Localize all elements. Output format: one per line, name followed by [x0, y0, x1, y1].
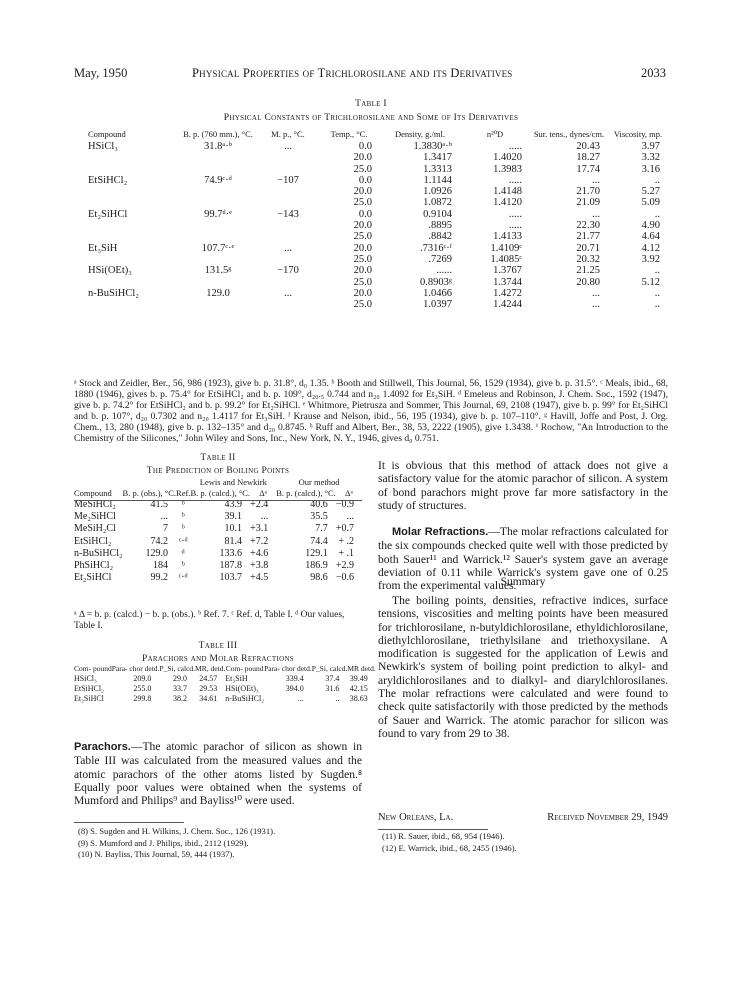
- table1-cell: 20.0: [353, 242, 372, 254]
- table1-cell: 4.12: [641, 242, 660, 254]
- ref-11: (11) R. Sauer, ibid., 68, 954 (1946).: [382, 831, 505, 841]
- table1-cell: 20.80: [576, 276, 600, 288]
- table2-group-row: [74, 478, 362, 489]
- molar-text: —The molar refractions calculated for the six compounds checked quite well with those predicted by both Sauer¹¹ and Warrick.¹² Sauer's system gave an average deviation of 0.11 while Warrick's system gave one of 0.25 from the experimental values.: [378, 525, 669, 593]
- table2-cell: 184: [153, 560, 169, 572]
- table2-group-lewis: Lewis and Newkirk: [199, 477, 267, 487]
- table2-cell: + .2: [338, 535, 354, 547]
- table3-cell: ...: [297, 694, 304, 703]
- table1-cell: [88, 197, 178, 208]
- table1-cell: EtSiHCl₂: [88, 174, 128, 186]
- table1-cell: 1.3744: [493, 276, 522, 288]
- table-row: [88, 231, 668, 242]
- table2-cell: 7: [163, 523, 169, 535]
- table-row: [88, 141, 668, 152]
- parachors-text: —The atomic parachor of silicon as shown in Table III was calculated from the measured values and the atomic parachors of the other atoms listed by Sugden.⁸ Equally poor values were obtained when the systems of Mumford and Philips⁹ and Bayliss¹⁰ were used.: [74, 740, 362, 808]
- table3-cell: 209.0: [133, 674, 152, 683]
- table1-header-row: [88, 130, 668, 141]
- table1-cell: [258, 152, 318, 163]
- table-row: [88, 186, 668, 197]
- table1-cell: .....: [508, 174, 522, 186]
- table1-cell: [178, 186, 258, 197]
- table1-cell: −143: [277, 208, 299, 220]
- table1-cell: 1.1144: [423, 174, 452, 186]
- table1: [88, 130, 668, 310]
- table2-cell: + .1: [338, 547, 354, 559]
- table1-cell: [258, 231, 318, 242]
- table1-cell: 129.0: [206, 287, 230, 299]
- table3-header-cell: Para- chor detd.: [111, 664, 160, 673]
- table1-cell: [178, 220, 258, 231]
- table1-cell: 20.32: [576, 253, 600, 265]
- table1-footnotes: ᵃ Stock and Zeidler, Ber., 56, 986 (1923), give b. p. 31.8°, d₀ 1.35. ᵇ Booth and Stillwell, This Journal, 56, 1529 (1934), give b. p. 31.5°. ᶜ Meals, ibid., 68, 1880 (1946), gives b. p. 75.4° for EtSiHCl₂ and b. p. 109°, d₂₀.₅ 0.744 and n₂₀ 1.4092 for Et₃SiH. ᵈ Emeleus and Robinson, J. Chem. Soc., 1592 (1947), give b. p. 74.2° for EtSiHCl₂ and b. p. 99.2° for Et₂SiHCl. ᵉ Whitmore, Pietrusza and Sommer, This Journal, 69, 2108 (1947), give b. p. 99° for Et₂SiHCl and b. p. 107°, d₂₀ 0.7302 and n₂₀ 1.4117 for Et₃SiH. ᶠ Krause and Nelson, ibid., 56, 195 (1934), give b. p. 107–110°. ᵍ Havill, Joffe and Post, J. Org. Chem., 13, 280 (1948), give b. p. 132–135° and d₂₀ 0.8745. ʰ Ruff and Albert, Ber., 38, 53, 2222 (1905), give 1.3438. ⁱ Rochow, "An Introduction to the Chemistry of the Silicones," John Wiley and Sons, Inc., New York, N. Y., 1946, gives d₀ 0.751.: [74, 378, 668, 444]
- table2-header-cell: Compound: [74, 487, 112, 498]
- right-intro-paragraph: It is obvious that this method of attack does not give a satisfactory value for the atomic parachor of silicon. A system of bond parachors might prove far more satisfactory in the study of structures.: [378, 459, 668, 512]
- table2-header-row: [74, 489, 362, 500]
- table2-cell: +3.8: [250, 560, 269, 572]
- table1-cell: ......: [436, 265, 452, 277]
- table1-cell: [178, 254, 258, 265]
- table1-cell: 1.4133: [493, 231, 522, 243]
- refs-right-rule: [378, 829, 488, 830]
- table3-header-cell: Para- chor detd.: [264, 664, 312, 673]
- table1-cell: 5.27: [641, 186, 660, 198]
- table3-cell: ..: [335, 694, 340, 703]
- table1-cell: 17.74: [576, 163, 600, 175]
- table-row: [88, 209, 668, 220]
- table2-cell: −0.6: [335, 572, 354, 584]
- table2-cell: +3.1: [250, 523, 269, 535]
- table1-cell: 1.3767: [493, 265, 522, 277]
- table-row: [88, 277, 668, 288]
- table2-cell: 129.1: [305, 547, 328, 559]
- table1-cell: 3.32: [641, 152, 660, 164]
- ref-8: (8) S. Sugden and H. Wilkins, J. Chem. Soc., 126 (1931).: [78, 826, 276, 836]
- table3-cell: 39.49: [349, 674, 368, 683]
- table1-cell: 0.0: [358, 141, 372, 152]
- table2-cell: ᵈ: [181, 547, 185, 559]
- table1-cell: 1.3983: [493, 163, 522, 175]
- table1-cell: 20.0: [353, 287, 372, 299]
- table1-cell: 1.4020: [493, 152, 522, 164]
- molar-heading: Molar Refractions.: [392, 526, 489, 538]
- table1-cell: 1.0872: [423, 197, 452, 209]
- table-row: [88, 152, 668, 163]
- table1-cell: 20.0: [353, 220, 372, 232]
- table1-cell: Et₃SiH: [88, 242, 118, 254]
- table1-cell: 20.0: [353, 152, 372, 164]
- table3-header-cell: Com- pound: [74, 664, 112, 673]
- table1-cell: ...: [592, 287, 600, 299]
- table2-header-cell: B. p. (calcd.), °C.: [190, 487, 251, 498]
- table1-cell: .....: [508, 220, 522, 232]
- table1-cell: ..: [654, 265, 660, 277]
- summary-heading: Summary: [500, 576, 546, 588]
- table1-cell: [258, 164, 318, 175]
- table1-cell: 25.0: [353, 231, 372, 243]
- running-header: [74, 66, 666, 84]
- table2-cell: ᶜ·ᵈ: [178, 535, 188, 547]
- table1-cell: .7269: [428, 253, 452, 265]
- table1-cell: ..: [654, 287, 660, 299]
- table1-cell: [88, 299, 178, 310]
- table-row: [88, 254, 668, 265]
- table1-cell: 21.09: [576, 197, 600, 209]
- table2-cell: ᵇ: [181, 499, 185, 510]
- table1-cell: 20.0: [353, 265, 372, 277]
- table1-cell: .8842: [428, 231, 452, 243]
- table2-caption: The Prediction of Boiling Points: [146, 466, 290, 476]
- table-row: [74, 536, 362, 548]
- table1-header-cell: Density, g./ml.: [395, 129, 445, 139]
- table2-cell: 10.1: [224, 523, 243, 535]
- table1-cell: 3.97: [641, 141, 660, 152]
- table1-cell: 4.64: [641, 231, 660, 243]
- table1-header-cell: Sur. tens., dynes/cm.: [533, 129, 605, 139]
- table1-cell: 20.71: [576, 242, 600, 254]
- table1-cell: 74.9ᶜ·ᵈ: [204, 174, 232, 186]
- table2-cell: +7.2: [250, 535, 269, 547]
- table-row: [88, 175, 668, 186]
- table1-cell: [178, 277, 258, 288]
- table1-cell: 131.5ᵍ: [204, 265, 232, 277]
- table2-cell: 98.6: [310, 572, 328, 584]
- table1-cell: [88, 254, 178, 265]
- table1-cell: 107.7ᶜ·ᵉ: [201, 242, 235, 254]
- table1-cell: HSiCl₃: [88, 141, 118, 152]
- table1-cell: 1.4244: [493, 299, 522, 311]
- table3-cell: 299.8: [133, 694, 152, 703]
- table1-cell: [178, 164, 258, 175]
- header-title: Physical Properties of Trichlorosilane and its Derivatives: [192, 66, 513, 80]
- table2-rule: [74, 500, 362, 501]
- table1-cell: 1.3417: [423, 152, 452, 164]
- table2-cell: ᵇ: [181, 560, 185, 572]
- table1-cell: 4.90: [641, 220, 660, 232]
- table1-cell: 21.25: [576, 265, 600, 277]
- table2-cell: +2.9: [335, 560, 354, 572]
- table1-cell: 18.27: [576, 152, 600, 164]
- table1-header-cell: M. p., °C.: [271, 129, 305, 139]
- table2-cell: 187.8: [219, 560, 243, 572]
- table1-cell: 20.43: [576, 141, 600, 152]
- table2-header-cell: Δᵃ: [259, 487, 268, 498]
- table2-cell: 74.2: [150, 535, 169, 547]
- table1-cell: [258, 186, 318, 197]
- table3-cell: 38.63: [349, 694, 368, 703]
- table1-cell: 0.0: [358, 174, 372, 186]
- table1-cell: [178, 152, 258, 163]
- table-row: [88, 220, 668, 231]
- table3-cell: 29.0: [173, 674, 188, 683]
- table2-cell: 7.7: [315, 523, 328, 535]
- table1-cell: 1.0397: [423, 299, 452, 311]
- ref-10: (10) N. Bayliss, This Journal, 59, 444 (1937).: [78, 849, 235, 859]
- table1-cell: 1.3830ᵃ·ᵇ: [413, 141, 452, 152]
- table3-cell: 255.0: [133, 684, 152, 693]
- page-number: 2033: [641, 66, 666, 80]
- table1-cell: [88, 164, 178, 175]
- table1-cell: HSi(OEt)₃: [88, 265, 132, 277]
- table1-caption: Physical Constants of Trichlorosilane and Some of Its Derivatives: [223, 113, 519, 123]
- table-row: [88, 243, 668, 254]
- table-row: [88, 164, 668, 175]
- table1-cell: −170: [277, 265, 299, 277]
- table3-header-cell: P_Si, calcd.: [159, 664, 196, 673]
- parachors-heading: Parachors.: [74, 741, 131, 753]
- table-row: [74, 511, 362, 523]
- table2-cell: ...: [260, 511, 269, 523]
- table2-label: Table II: [200, 453, 236, 463]
- table2-header-cell: B. p. (calcd.), °C.: [276, 487, 336, 498]
- table1-cell: [88, 231, 178, 242]
- table3-cell: 394.0: [285, 684, 304, 693]
- table3-label: Table III: [198, 641, 238, 651]
- table1-cell: ...: [284, 242, 292, 254]
- table2-cell: PhSiHCl₂: [74, 560, 114, 572]
- table3-cell: EtSiHCl₂: [74, 684, 104, 693]
- table3-cell: 37.4: [325, 674, 340, 683]
- table-row: [74, 572, 362, 584]
- refs-left-rule: [74, 822, 184, 823]
- table2-cell: n-BuSiHCl₂: [74, 547, 123, 559]
- table-row: [88, 197, 668, 208]
- table1-header-cell: n²⁰D: [486, 129, 504, 139]
- table1-cell: 1.4085ᶜ: [490, 253, 522, 265]
- table2-cell: 103.7: [219, 572, 243, 584]
- table2-cell: ᵇ: [181, 523, 185, 535]
- table1-cell: ..: [654, 174, 660, 186]
- table1-cell: [178, 231, 258, 242]
- table1-cell: 25.0: [353, 299, 372, 311]
- table3: [74, 665, 376, 704]
- table1-cell: 3.16: [641, 163, 660, 175]
- table2-cell: 40.6: [310, 499, 328, 510]
- table1-cell: 25.0: [353, 163, 372, 175]
- table1-cell: ..: [654, 208, 660, 220]
- table2-cell: Et₂SiHCl: [74, 572, 112, 584]
- table2-cell: MeSiH₂Cl: [74, 523, 116, 535]
- ref-9: (9) S. Mumford and J. Philips, ibid., 2112 (1929).: [78, 837, 249, 848]
- header-date: May, 1950: [74, 66, 128, 80]
- table3-cell: 29.53: [199, 684, 218, 693]
- table2-cell: ...: [160, 511, 169, 523]
- table1-cell: 1.3313: [423, 163, 452, 175]
- table1-cell: 21.77: [576, 231, 600, 243]
- table1-header-cell: B. p. (760 mm.), °C.: [183, 129, 253, 139]
- table1-cell: 5.12: [641, 276, 660, 288]
- table1-cell: ...: [284, 141, 292, 152]
- table2-cell: +0.7: [335, 523, 354, 535]
- table3-cell: 38.2: [173, 694, 188, 703]
- table3-cell: Et₃SiH: [225, 674, 248, 683]
- table1-cell: 1.4148: [493, 186, 522, 198]
- table2-footnotes: ᵃ Δ = b. p. (calcd.) − b. p. (obs.). ᵇ Ref. 7. ᶜ Ref. d, Table I. ᵈ Our values, Table I.: [74, 610, 345, 631]
- table1-cell: 25.0: [353, 253, 372, 265]
- table1-cell: 1.4120: [493, 197, 522, 209]
- table-row: [74, 523, 362, 535]
- table3-cell: n-BuSiHCl₂: [225, 694, 265, 703]
- table2-cell: 81.4: [224, 535, 243, 547]
- table1-cell: 99.7ᵈ·ᵉ: [204, 208, 232, 220]
- table3-caption: Parachors and Molar Refractions: [141, 654, 294, 664]
- table2-cell: ᵇ: [181, 511, 185, 523]
- table1-cell: .7316ᶜ·ᶠ: [420, 242, 452, 254]
- signature-place: New Orleans, La.: [378, 812, 454, 823]
- table1-header-cell: Viscosity, mp.: [613, 129, 663, 139]
- table1-cell: [178, 197, 258, 208]
- table2-cell: 186.9: [305, 560, 328, 572]
- table1-cell: [88, 152, 178, 163]
- table-row: [74, 674, 376, 684]
- table1-cell: 20.0: [353, 186, 372, 198]
- table3-header-row: [74, 665, 376, 674]
- table3-cell: 31.6: [325, 684, 340, 693]
- table1-cell: Et₂SiHCl: [88, 208, 128, 220]
- table2-cell: +2.4: [250, 499, 269, 510]
- table1-cell: 1.4272: [493, 287, 522, 299]
- table2-cell: 129.0: [145, 547, 169, 559]
- table1-cell: 1.0926: [423, 186, 452, 198]
- table2-cell: MeSiHCl₂: [74, 499, 116, 510]
- ref-12: (12) E. Warrick, ibid., 68, 2455 (1946).: [382, 842, 517, 853]
- table3-header-cell: Com- pound: [225, 664, 264, 673]
- parachors-paragraph: [74, 740, 362, 807]
- table2: [74, 478, 362, 584]
- table1-cell: 21.70: [576, 186, 600, 198]
- summary-paragraph: The boiling points, densities, refractive indices, surface tensions, viscosities and melting points have been measured for trichlorosilane, n-butyldichlorosilane, ethyldichlorosilane, diethylchlorosilane, triethylsilane and triethoxysilane. A modification is suggested for the application of Lewis and Newkirk's system of boiling point prediction to alkyl- and aryldichlorosilanes and to dialkyl- and diarylchlorosilanes. The molar refractions were calculated and were found to check quite satisfactorily with those predicted by the methods of Sauer and Warrick. The atomic parachor for silicon was found to vary from 29 to 38.: [378, 594, 668, 740]
- table1-cell: 25.0: [353, 276, 372, 288]
- table1-cell: 0.9104: [423, 208, 452, 220]
- table1-cell: .8895: [428, 220, 452, 232]
- table1-header-cell: Compound: [88, 129, 126, 139]
- signature-received: Received November 29, 1949: [547, 812, 668, 823]
- table1-label: Table I: [355, 99, 387, 109]
- table-row: [74, 560, 362, 572]
- table1-cell: [258, 299, 318, 310]
- refs-left: [78, 826, 362, 861]
- table3-cell: Et₂SiHCl: [74, 694, 104, 703]
- table2-cell: ...: [346, 511, 354, 523]
- table2-cell: 43.9: [224, 499, 243, 510]
- table1-cell: ..: [654, 299, 660, 311]
- table3-header-cell: MR detd.: [347, 664, 376, 673]
- table2-header-cell: Δᵃ: [345, 487, 353, 498]
- table1-cell: 25.0: [353, 197, 372, 209]
- table1-cell: −107: [277, 174, 299, 186]
- table2-cell: 41.5: [150, 499, 169, 510]
- table2-cell: +4.5: [250, 572, 269, 584]
- table1-cell: [258, 254, 318, 265]
- table3-header-cell: MR, detd.: [195, 664, 226, 673]
- table-row: [88, 299, 668, 310]
- table1-cell: [88, 220, 178, 231]
- table3-header-cell: P_Si, calcd.: [311, 664, 348, 673]
- table3-cell: 24.57: [199, 674, 218, 683]
- table1-cell: [88, 277, 178, 288]
- table1-header-cell: Temp., °C.: [330, 129, 368, 139]
- table3-cell: 33.7: [173, 684, 188, 693]
- refs-right: [382, 831, 668, 854]
- table2-cell: 74.4: [310, 535, 328, 547]
- table3-cell: 34.61: [199, 694, 218, 703]
- table1-cell: 22.30: [576, 220, 600, 232]
- table2-cell: 133.6: [219, 547, 243, 559]
- table1-cell: 3.92: [641, 253, 660, 265]
- table1-cell: [258, 197, 318, 208]
- table1-cell: [178, 299, 258, 310]
- table1-cell: ...: [592, 208, 600, 220]
- table1-cell: .....: [508, 141, 522, 152]
- table2-cell: 35.5: [310, 511, 328, 523]
- table2-group-ours: Our method: [298, 477, 340, 487]
- table2-cell: −0.9: [335, 499, 354, 510]
- table1-cell: 0.8903ᵍ: [419, 276, 452, 288]
- table2-cell: EtSiHCl₂: [74, 535, 112, 547]
- table2-header-cell: Ref.: [176, 487, 191, 498]
- table1-cell: 1.4109ᶜ: [490, 242, 522, 254]
- table2-cell: 39.1: [224, 511, 243, 523]
- table-row: [88, 288, 668, 299]
- table2-cell: 99.2: [150, 572, 169, 584]
- table1-cell: ...: [592, 174, 600, 186]
- table1-cell: 1.0466: [423, 287, 452, 299]
- table1-cell: ...: [592, 299, 600, 311]
- table2-cell: Me₂SiHCl: [74, 511, 116, 523]
- table2-cell: +4.6: [250, 547, 269, 559]
- table3-cell: HSi(OEt)₃: [225, 684, 259, 693]
- table-row: [74, 548, 362, 560]
- table-row: [74, 684, 376, 694]
- table2-header-cell: B. p. (obs.), °C.: [122, 487, 177, 498]
- table1-cell: 31.8ᵃ·ᵇ: [204, 141, 232, 152]
- table1-cell: [88, 186, 178, 197]
- table1-cell: .....: [508, 208, 522, 220]
- signature-line: [378, 812, 668, 823]
- table-row: [88, 265, 668, 276]
- table2-cell: ᶜ·ᵈ: [178, 572, 188, 584]
- table1-cell: n-BuSiHCl₂: [88, 287, 139, 299]
- table1-cell: 5.09: [641, 197, 660, 209]
- table1-cell: [258, 277, 318, 288]
- table1-cell: 0.0: [358, 208, 372, 220]
- table3-cell: HSiCl₃: [74, 674, 97, 683]
- table-row: [74, 694, 376, 704]
- table3-cell: 42.15: [349, 684, 368, 693]
- table1-cell: ...: [284, 287, 292, 299]
- table1-cell: [258, 220, 318, 231]
- table3-cell: 339.4: [285, 674, 304, 683]
